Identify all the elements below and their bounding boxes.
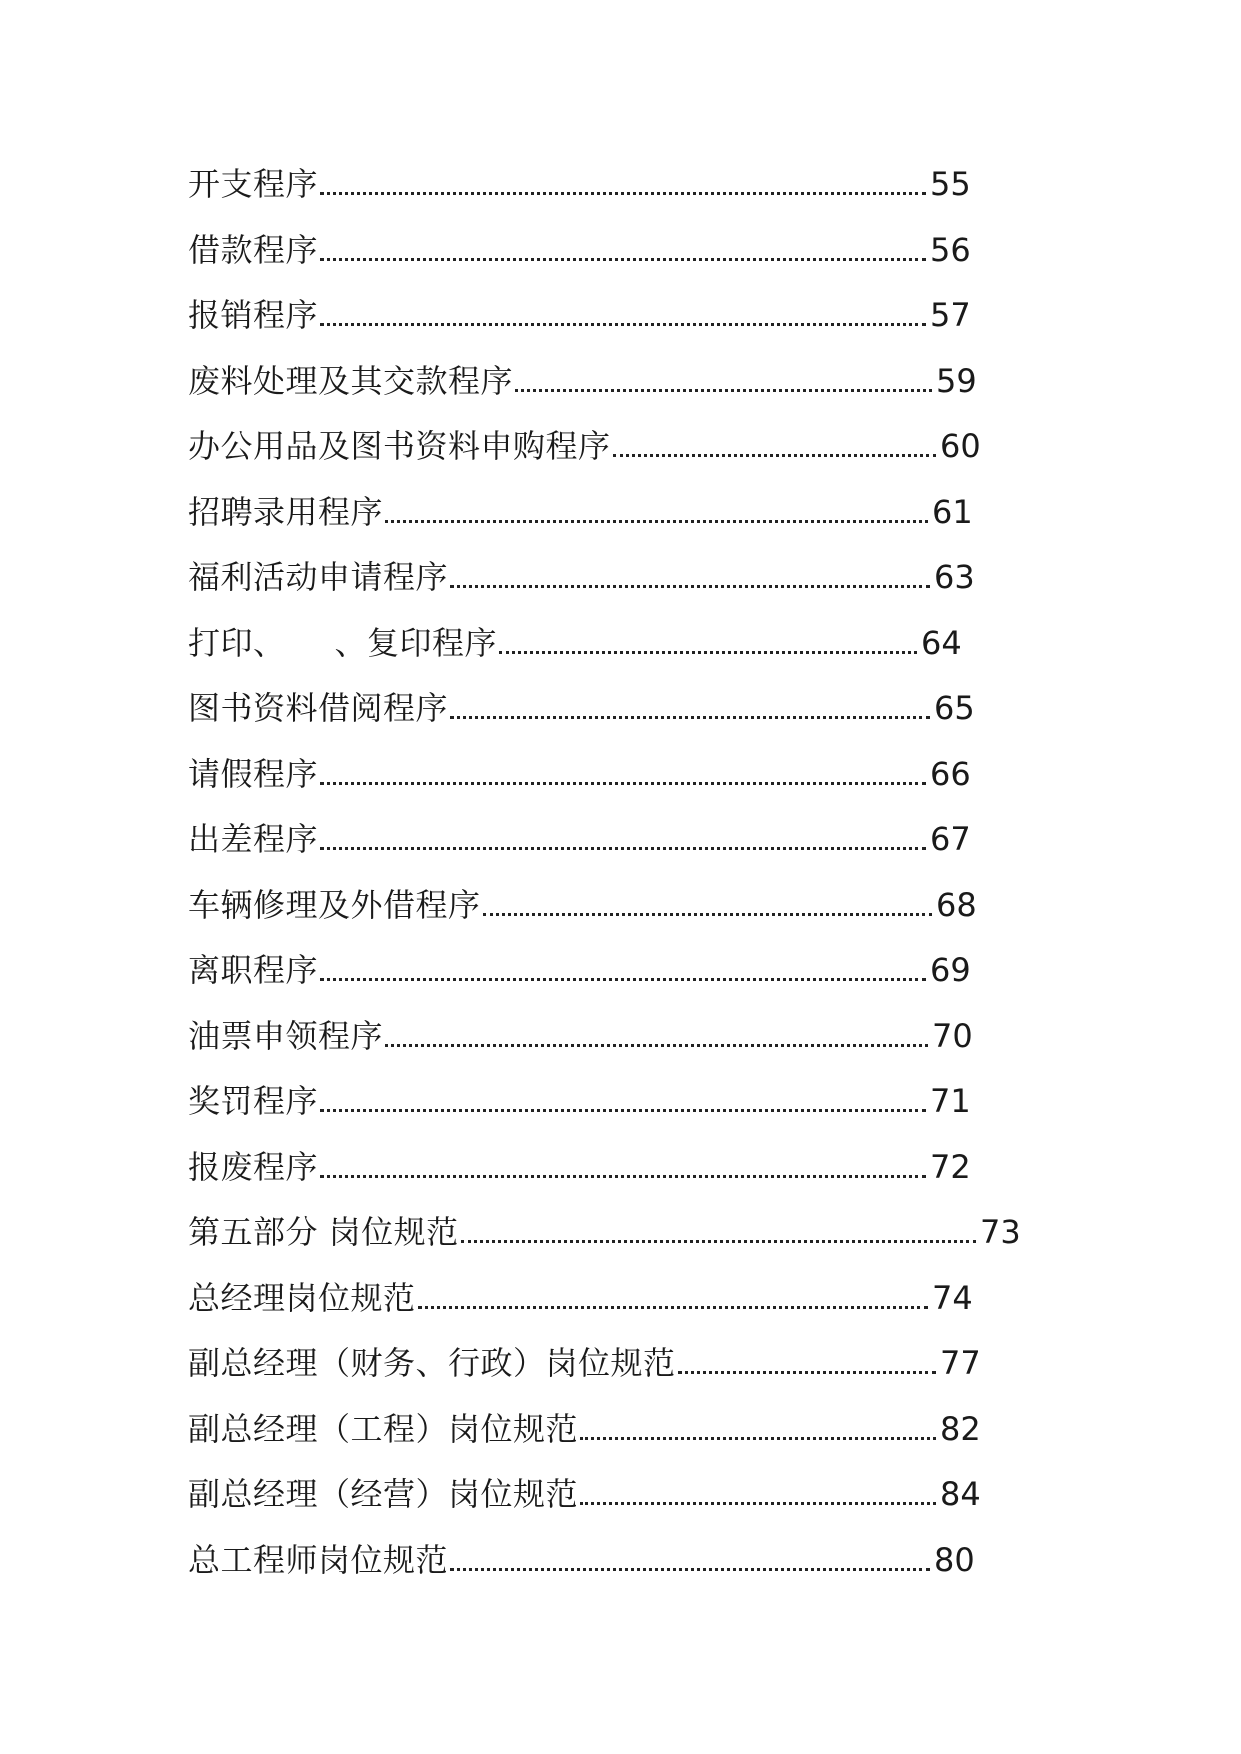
- dot-leader: [515, 367, 932, 392]
- toc-entry: [188, 1470, 1048, 1536]
- dot-leader: [385, 498, 928, 523]
- toc-entry-title: 总经理岗位规范: [188, 1278, 416, 1317]
- dot-leader: [320, 301, 926, 326]
- toc-entry-page-number: 80: [934, 1540, 975, 1579]
- toc-entry-title: 车辆修理及外借程序: [188, 885, 481, 924]
- toc-entry: [188, 357, 1048, 423]
- dot-leader: [580, 1415, 936, 1440]
- dot-leader: [320, 1087, 926, 1112]
- dot-leader: [320, 760, 926, 785]
- toc-entry-title: 副总经理（经营）岗位规范: [188, 1475, 579, 1513]
- toc-entry-page-number: 56: [930, 230, 971, 269]
- toc-entry: [188, 1536, 1048, 1602]
- toc-entry: [188, 1143, 1048, 1209]
- toc-entry-title: 出差程序: [188, 820, 319, 858]
- toc-entry: [188, 619, 1048, 685]
- toc-entry-page-number: 74: [932, 1278, 973, 1317]
- dot-leader: [320, 825, 926, 850]
- toc-entry-page-number: 82: [940, 1409, 981, 1448]
- dot-leader: [499, 629, 917, 654]
- dot-leader: [461, 1218, 976, 1243]
- toc-entry-title: 废料处理及其交款程序: [188, 361, 514, 400]
- toc-entry: [188, 881, 1048, 947]
- toc-entry-title: 油票申领程序: [188, 1016, 384, 1055]
- toc-entry-page-number: 63: [934, 558, 975, 596]
- toc-entry-title: 招聘录用程序: [188, 492, 384, 531]
- toc-entry: [188, 1208, 1048, 1274]
- toc-entry-title: 总工程师岗位规范: [188, 1540, 449, 1579]
- dot-leader: [450, 563, 930, 588]
- toc-entry-title: 开支程序: [188, 165, 319, 203]
- toc-entry-page-number: 69: [930, 951, 971, 989]
- toc-entry: [188, 1012, 1048, 1078]
- dot-leader: [450, 1546, 930, 1571]
- toc-entry-title: 福利活动申请程序: [188, 558, 449, 596]
- toc-entry: [188, 750, 1048, 816]
- dot-leader: [418, 1284, 928, 1309]
- dot-leader: [483, 891, 932, 916]
- dot-leader: [320, 170, 926, 195]
- toc-entry-title: 副总经理（工程）岗位规范: [188, 1409, 579, 1448]
- toc-entry: [188, 553, 1048, 619]
- toc-entry: [188, 1077, 1048, 1143]
- toc-entry: [188, 815, 1048, 881]
- toc-entry-page-number: 66: [930, 754, 971, 793]
- dot-leader: [580, 1480, 936, 1505]
- toc-entry-title: 借款程序: [188, 230, 319, 269]
- toc-entry-page-number: 57: [930, 296, 971, 334]
- toc-entry: [188, 684, 1048, 750]
- toc-entry-page-number: 55: [930, 165, 971, 203]
- toc-entry-page-number: 65: [934, 689, 975, 727]
- dot-leader: [320, 1153, 926, 1178]
- toc-entry-title: 第五部分 岗位规范: [188, 1213, 459, 1251]
- dot-leader: [385, 1022, 928, 1047]
- toc-entry: [188, 291, 1048, 357]
- toc-entry-page-number: 67: [930, 820, 971, 858]
- toc-entry: [188, 1405, 1048, 1471]
- toc-entry-page-number: 70: [932, 1016, 973, 1055]
- toc-entry-page-number: 59: [936, 361, 977, 400]
- toc-entry-page-number: 64: [921, 623, 962, 662]
- toc-entry-page-number: 84: [940, 1475, 981, 1513]
- toc-entry-title: 报销程序: [188, 296, 319, 334]
- toc-entry: [188, 226, 1048, 292]
- toc-entry-title: 奖罚程序: [188, 1082, 319, 1120]
- dot-leader: [613, 432, 936, 457]
- toc-entry-page-number: 71: [930, 1082, 971, 1120]
- toc-entry-title: 副总经理（财务、行政）岗位规范: [188, 1344, 676, 1382]
- dot-leader: [678, 1349, 936, 1374]
- toc-entry-page-number: 61: [932, 492, 973, 531]
- toc-entry-title: 离职程序: [188, 951, 319, 989]
- dot-leader: [320, 236, 926, 261]
- toc-entry-title: 报废程序: [188, 1147, 319, 1186]
- toc-entry: [188, 488, 1048, 554]
- toc-entry-page-number: 77: [940, 1344, 981, 1382]
- toc-entry-title: 办公用品及图书资料申购程序: [188, 427, 611, 465]
- toc-entry: [188, 160, 1048, 226]
- toc-entry: [188, 1339, 1048, 1405]
- toc-entry: [188, 1274, 1048, 1340]
- toc-entry-page-number: 72: [930, 1147, 971, 1186]
- toc-entry: [188, 422, 1048, 488]
- toc-entry-page-number: 73: [980, 1213, 1021, 1251]
- toc-entry-page-number: 68: [936, 885, 977, 924]
- toc-entry-title: 打印、 、复印程序: [188, 623, 498, 662]
- dot-leader: [450, 694, 930, 719]
- toc-entry-page-number: 60: [940, 427, 981, 465]
- table-of-contents: [188, 160, 1048, 1601]
- dot-leader: [320, 956, 926, 981]
- toc-entry: [188, 946, 1048, 1012]
- toc-entry-title: 图书资料借阅程序: [188, 689, 449, 727]
- toc-entry-title: 请假程序: [188, 754, 319, 793]
